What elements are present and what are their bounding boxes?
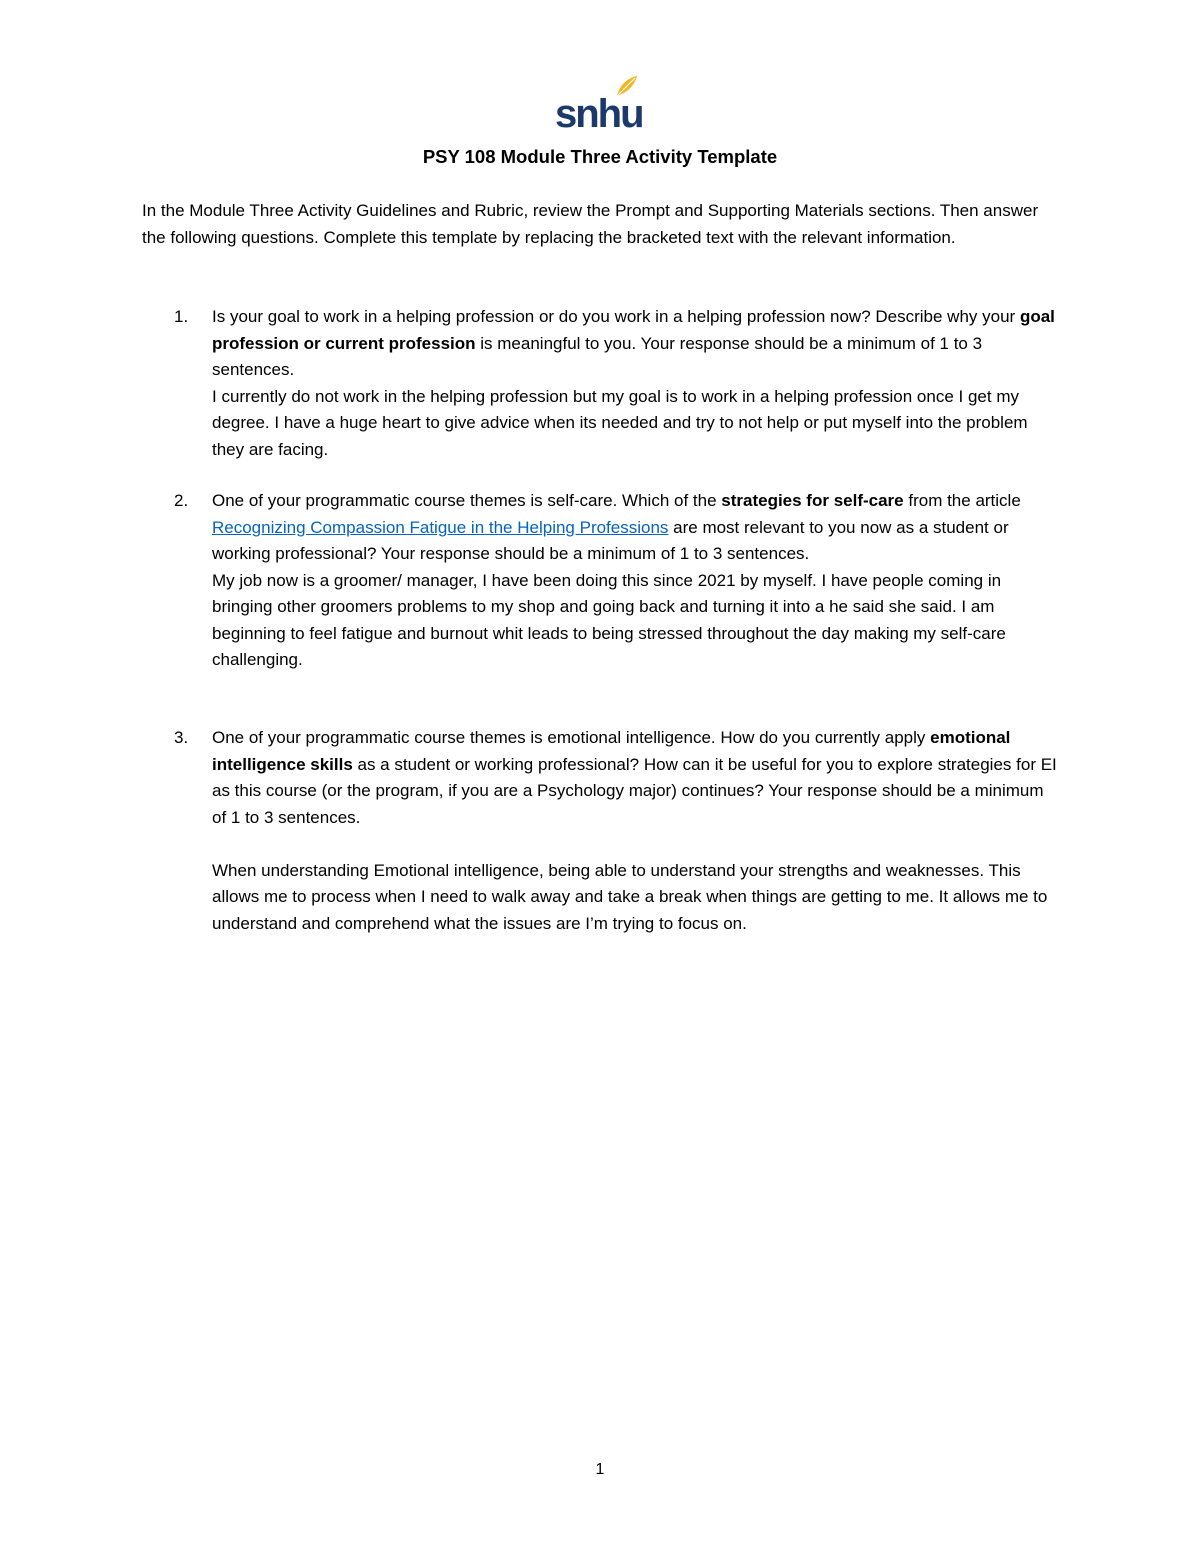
- question-text-part: as a student or working professional? How can it be useful for you to explore strategies for EI as this course (or the program, if you are a Psychology major) continues? Your response should be a minimum of 1 to 3 sentences.: [212, 754, 1057, 827]
- question-number: 3.: [174, 728, 189, 747]
- question-text-part: Is your goal to work in a helping profession or do you work in a helping profession now? Describe why your: [212, 307, 1020, 326]
- question-item-1: [142, 304, 1062, 488]
- snhu-logo: [555, 74, 643, 136]
- question-number: 1.: [174, 307, 189, 326]
- question-text: [212, 725, 1062, 831]
- answer-text: I currently do not work in the helping profession but my goal is to work in a helping profession once I get my degree. I have a huge heart to give advice when its needed and try to not help or put myself into the problem they are facing.: [212, 386, 1028, 459]
- question-text: [212, 488, 1062, 568]
- answer-text: When understanding Emotional intelligence, being able to understand your strengths and weaknesses. This allows me to process when I need to walk away and take a break when things are getting to me. It allows me to understand and comprehend what the issues are I’m trying to focus on.: [212, 860, 1048, 933]
- question-number: 2.: [174, 491, 189, 510]
- question-list: [142, 304, 1062, 937]
- question-text: [212, 304, 1062, 384]
- document-title: PSY 108 Module Three Activity Template: [422, 146, 778, 167]
- article-link[interactable]: Recognizing Compassion Fatigue in the Helping Professions: [212, 517, 669, 537]
- spacer: [212, 831, 1062, 858]
- question-text-part: One of your programmatic course themes is self-care. Which of the: [212, 491, 722, 510]
- question-item-2: [142, 488, 1062, 725]
- question-text-part: from the article: [903, 491, 1021, 510]
- question-bold-text: strategies for self-care: [721, 491, 904, 510]
- question-text-part: is meaningful to you. Your response should be a minimum of 1 to 3 sentences.: [212, 333, 983, 379]
- logo-wordmark: snhu: [555, 92, 643, 136]
- page-number: 1: [595, 1461, 605, 1478]
- question-item-3: [142, 725, 1062, 937]
- question-text-part: are most relevant to you now as a student or working professional? Your response should be a minimum of 1 to 3 sentences.: [212, 517, 1009, 563]
- question-text-part: One of your programmatic course themes is emotional intelligence. How do you currently apply: [212, 728, 931, 747]
- question-bold-text: emotional intelligence skills: [212, 728, 1011, 774]
- question-bold-text: goal profession or current profession: [212, 307, 1055, 353]
- answer-text: My job now is a groomer/ manager, I have been doing this since 2021 by myself. I have people coming in bringing other groomers problems to my shop and going back and turning it into a he said she said. I am beginning to feel fatigue and burnout whit leads to being stressed throughout the day making my self-care challenging.: [212, 570, 1006, 669]
- intro-paragraph: In the Module Three Activity Guidelines and Rubric, review the Prompt and Supporting Materials sections. Then answer the following questions. Complete this template by replacing the bracketed text with the relevant information.: [142, 201, 1039, 247]
